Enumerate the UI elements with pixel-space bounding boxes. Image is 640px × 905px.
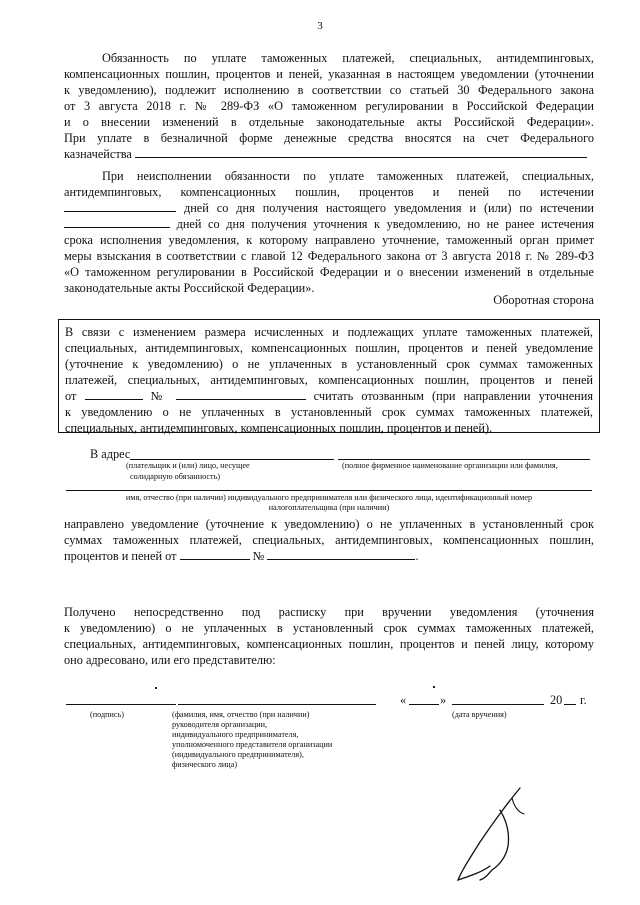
obligation-line-7 bbox=[64, 146, 594, 162]
nonfulfill-line-5: срока исполнения уведомления, к которому направлено уточнение, таможенный орган примет bbox=[64, 233, 594, 247]
received-paragraph bbox=[64, 604, 594, 668]
treasury-account-field[interactable] bbox=[135, 146, 587, 158]
year-suffix: г. bbox=[580, 693, 587, 707]
nonfulfill-line-3: дней со дня получения настоящего уведомления и (или) по истечении bbox=[64, 200, 594, 216]
box-line-1: В связи с изменением размера исчисленных и подлежащих уплате таможенных платежей, bbox=[65, 325, 593, 339]
reverse-side-label: Оборотная сторона bbox=[493, 293, 594, 307]
received-line-1: Получено непосредственно под расписку при вручении уведомления (уточнения bbox=[64, 605, 594, 619]
address-label: В адрес bbox=[90, 447, 131, 461]
caption-recipient-name: (фамилия, имя, отчество (при наличии) руководителя организации, индивидуального предпринимателя, уполномоченного представителя организации (индивидуального предпринимателя), физического лица) bbox=[172, 710, 333, 769]
treasury-label: казначейства bbox=[64, 147, 132, 161]
caption-payer-2: солидарную обязанность) bbox=[130, 472, 221, 481]
year-field[interactable] bbox=[564, 704, 576, 705]
date-close-quote: » bbox=[440, 693, 447, 707]
obligation-line-5: и о внесении изменений в отдельные законодательные акты Российской Федерации». bbox=[64, 115, 594, 129]
nonfulfill-line-8: законодательные акты Российской Федерации». bbox=[64, 281, 315, 295]
received-line-3: специальных, антидемпинговых, компенсационных пошлин, процентов и пеней лицу, которому bbox=[64, 637, 594, 651]
box-line-4: платежей, специальных, антидемпинговых, компенсационных пошлин, процентов и пеней bbox=[65, 373, 593, 387]
box-line-5: от № считать отозванным (при направлении уточнения bbox=[65, 389, 593, 403]
received-line-4: оно адресовано, или его представителю: bbox=[64, 653, 276, 667]
date-day-field[interactable] bbox=[409, 704, 439, 705]
address-payer-field[interactable] bbox=[130, 459, 334, 460]
scan-dot bbox=[433, 686, 435, 688]
signature-field[interactable] bbox=[66, 704, 176, 705]
year-prefix: 20 bbox=[550, 693, 563, 707]
nonfulfill-line-2: антидемпинговых, компенсационных пошлин, процентов и пеней по истечении bbox=[64, 185, 594, 199]
nonfulfill-line-1: При неисполнении обязанности по уплате таможенных платежей, специальных, bbox=[102, 169, 594, 183]
days-clarification-field[interactable] bbox=[64, 216, 170, 228]
obligation-line-2: компенсационных пошлин, процентов и пеней, указанная в настоящем уведомлении (уточнении bbox=[64, 67, 594, 81]
sent-paragraph bbox=[64, 516, 594, 564]
nonfulfill-line-7: «О таможенном регулировании в Российской Федерации и о внесении изменений в отдельные bbox=[64, 265, 594, 279]
sent-number-field[interactable] bbox=[267, 548, 415, 560]
obligation-line-4: от 3 августа 2018 г. № 289-ФЗ «О таможенном регулировании в Российской Федерации bbox=[64, 99, 594, 113]
caption-signature: (подпись) bbox=[90, 710, 124, 719]
sent-line-1: направлено уведомление (уточнение к уведомлению) о не уплаченных в установленный срок bbox=[64, 517, 594, 531]
obligation-line-1: Обязанность по уплате таможенных платежей, специальных, антидемпинговых, bbox=[102, 51, 594, 65]
non-fulfillment-paragraph bbox=[64, 168, 594, 296]
caption-delivery-date: (дата вручения) bbox=[452, 710, 507, 719]
box-date-field[interactable] bbox=[85, 388, 143, 400]
caption-fullname-2: налогоплательщика (при наличии) bbox=[268, 503, 390, 512]
sent-line-2: суммах таможенных платежей, специальных, антидемпинговых, компенсационных пошлин, bbox=[64, 533, 594, 547]
box-number-field[interactable] bbox=[176, 388, 306, 400]
date-open-quote: « bbox=[400, 693, 407, 707]
sent-line-3: процентов и пеней от № . bbox=[64, 549, 419, 563]
caption-payer-1: (плательщик и (или) лицо, несущее bbox=[126, 461, 250, 470]
scan-dot bbox=[155, 687, 157, 689]
obligation-paragraph bbox=[64, 50, 594, 162]
box-line-3: (уточнение к уведомлению) о не уплаченных в установленный срок суммах таможенных bbox=[65, 357, 593, 371]
withdrawal-box bbox=[58, 319, 600, 433]
caption-fullname-1: имя, отчество (при наличии) индивидуального предпринимателя или физического лица, идентификационный номер bbox=[125, 493, 533, 502]
page-number: 3 bbox=[317, 20, 323, 32]
address-org-name-field[interactable] bbox=[338, 459, 590, 460]
sent-date-field[interactable] bbox=[180, 548, 250, 560]
box-line-7: специальных, антидемпинговых, компенсационных пошлин, процентов и пеней). bbox=[65, 421, 493, 435]
received-line-2: к уведомлению) о не уплаченных в установленный срок суммах таможенных платежей, bbox=[64, 621, 594, 635]
nonfulfill-line-4: дней со дня получения уточнения к уведомлению, но не ранее истечения bbox=[64, 216, 594, 232]
caption-org-name: (полное фирменное наименование организации или фамилия, bbox=[342, 461, 558, 470]
date-month-field[interactable] bbox=[452, 704, 544, 705]
obligation-line-6: При уплате в безналичной форме денежные средства вносятся на счет Федерального bbox=[64, 131, 594, 145]
box-line-6: к уведомлению о не уплаченных в установленный срок суммах таможенных платежей, bbox=[65, 405, 593, 419]
recipient-name-field[interactable] bbox=[178, 704, 376, 705]
obligation-line-3: к уведомлению), подлежит исполнению в соответствии со статьей 30 Федерального закона bbox=[64, 83, 594, 97]
days-notice-field[interactable] bbox=[64, 200, 176, 212]
box-line-2: специальных, антидемпинговых, компенсационных пошлин, процентов и пеней уведомление bbox=[65, 341, 593, 355]
handwritten-signature bbox=[440, 780, 550, 890]
address-fullname-field[interactable] bbox=[66, 490, 592, 491]
nonfulfill-line-6: меры взыскания в соответствии с главой 12 Федерального закона от 3 августа 2018 г. № 289-ФЗ bbox=[64, 249, 594, 263]
